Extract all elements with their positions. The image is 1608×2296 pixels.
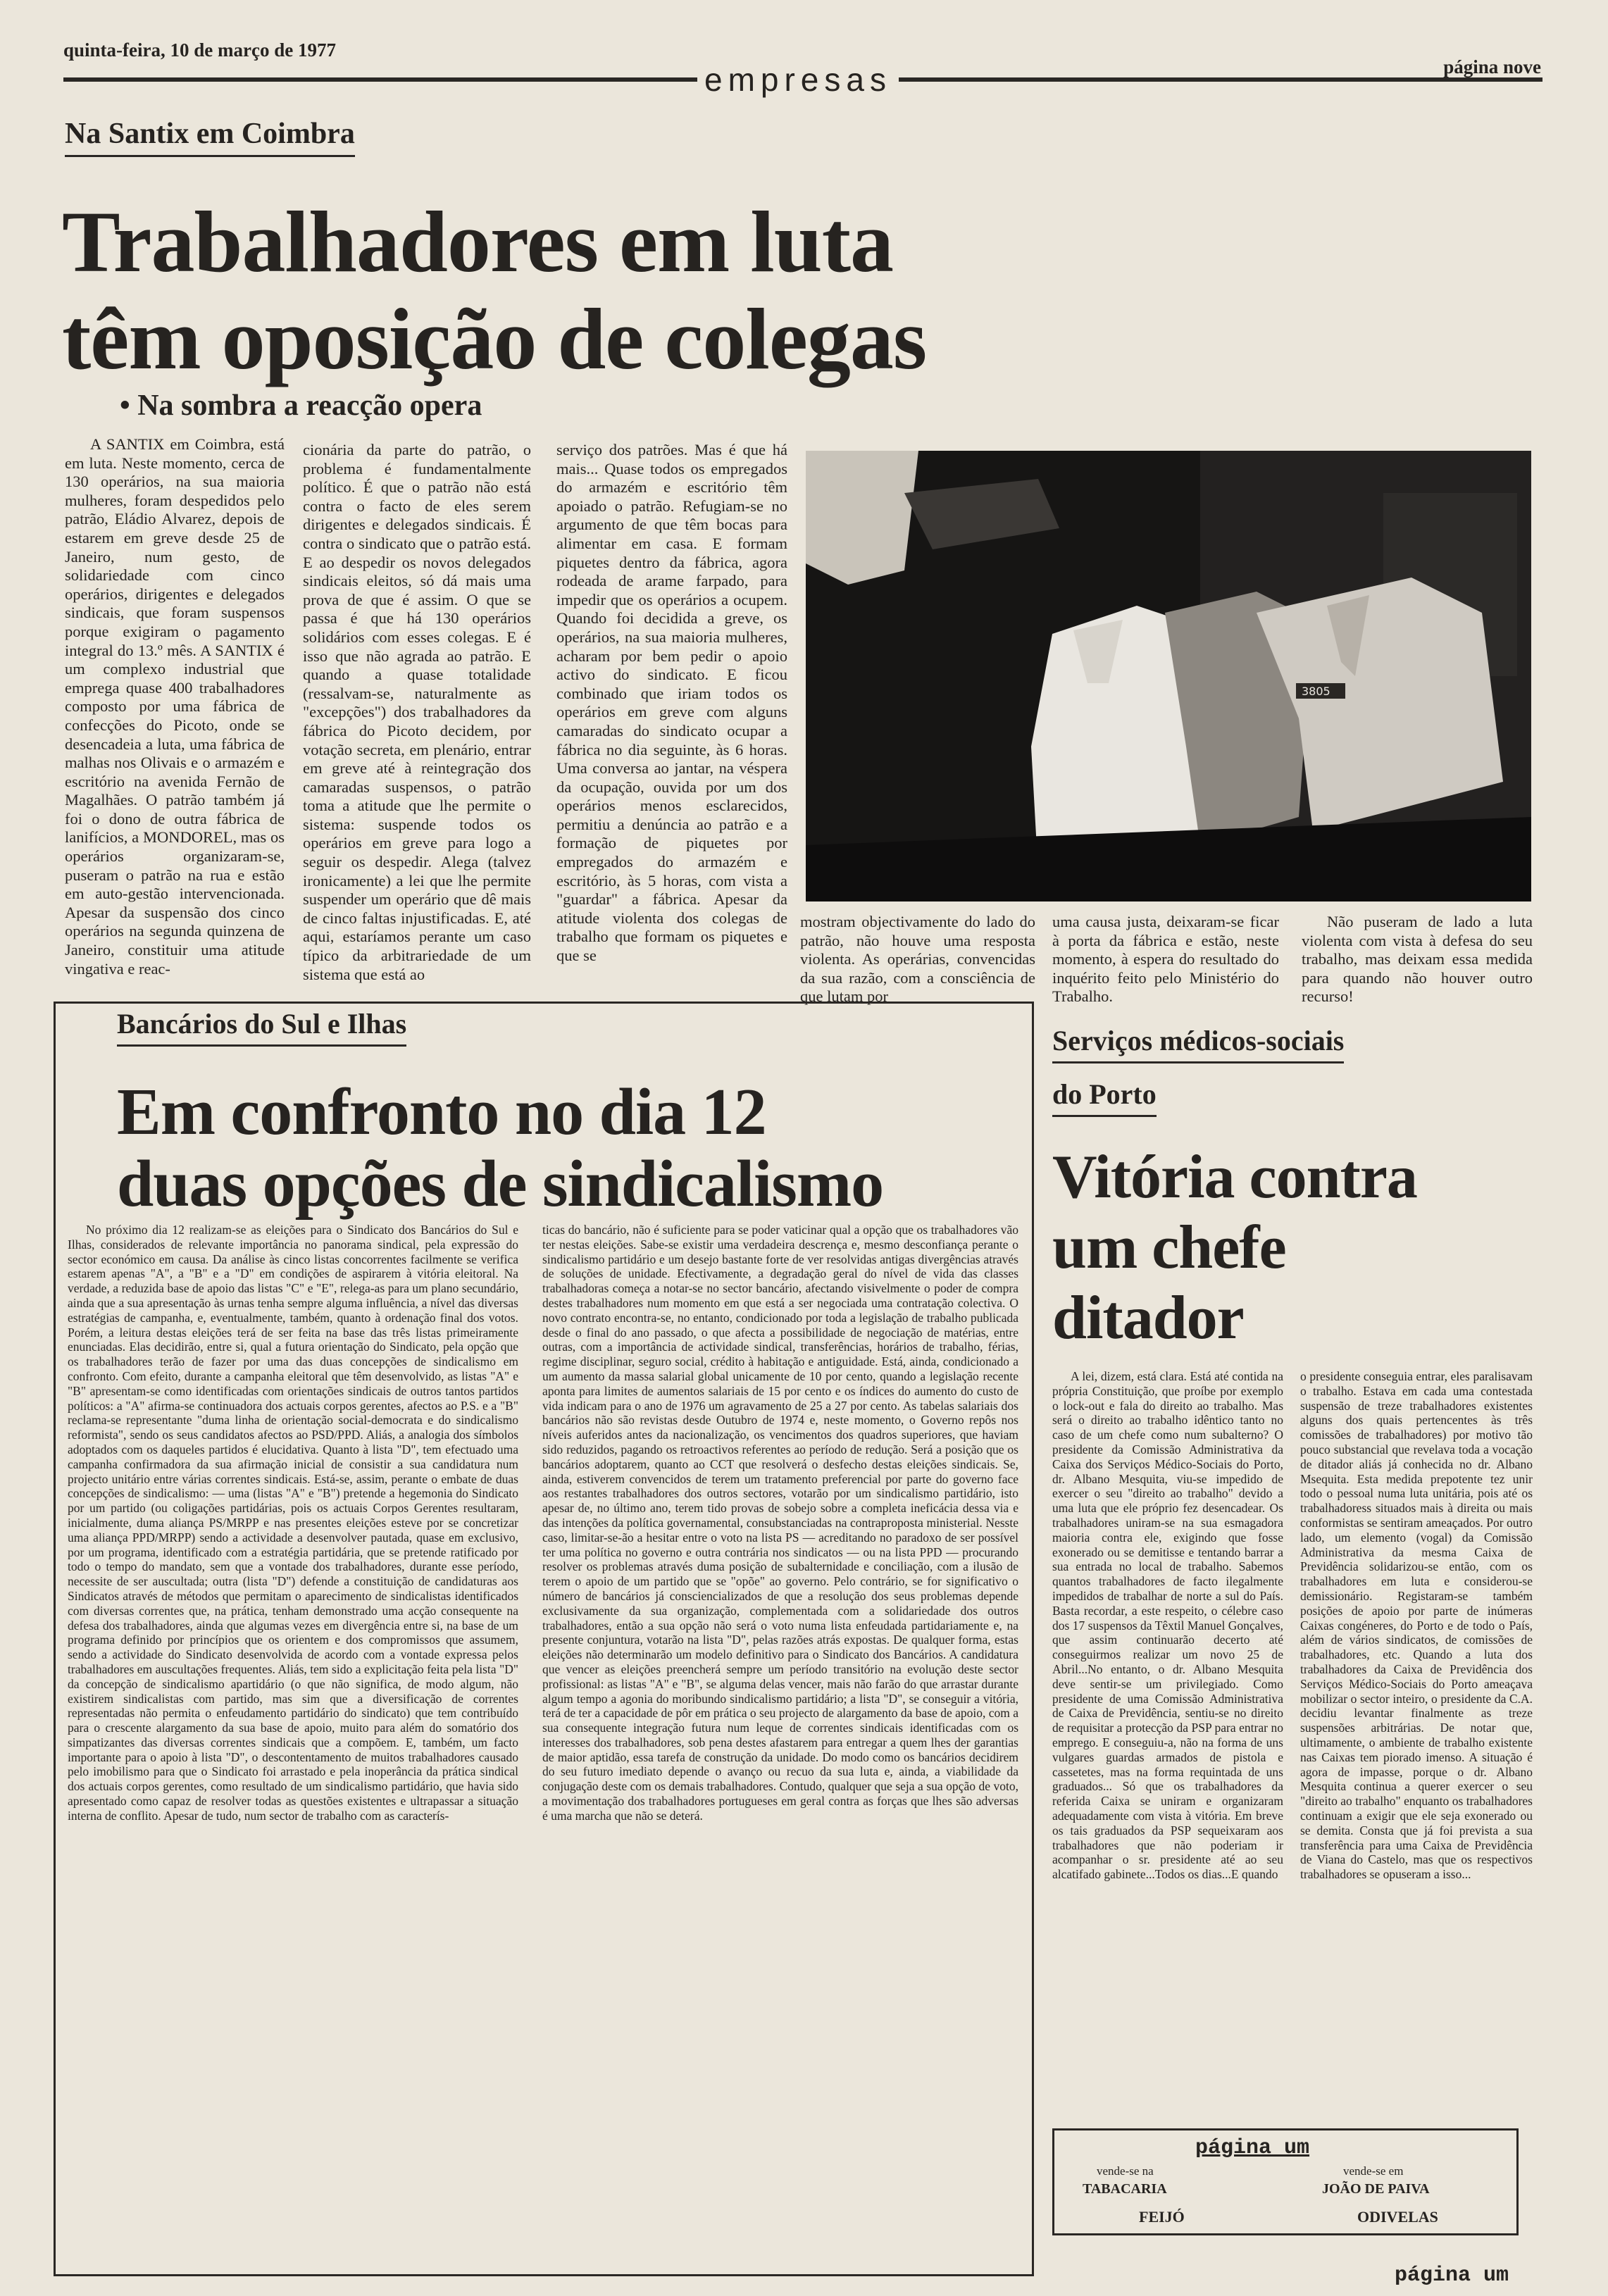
article-column-1: A SANTIX em Coimbra, está em luta. Neste momento, cerca de 130 operários, na sua maioria mulheres, foram despedidos pelo patrão, Eládio Alvarez, depois de estarem em greve desde 25 de Janeiro, num gesto, de solidariedade com cinco operários, dirigentes e delegados sindicais, que foram suspensos porque exigiram o pagamento integral do 13.º mês. A SANTIX é um complexo industrial que emprega quase 400 trabalhadores composto por uma fábrica de confecções do Picoto, onde se desencadeia a luta, uma fábrica de malhas nos Olivais e o armazém e escritório na avenida Fernão de Magalhães. O patrão também já foi o dono de outra fábrica de lanifícios, a MONDOREL, mas os operários organizaram-se, puseram o patrão na rua e estão em auto-gestão intervencionada. Apesar da suspensão dos cinco operários na segunda quinzena de Janeiro, constituir uma atitude vingativa e reac- [65, 435, 285, 978]
article-column-6: Não puseram de lado a luta violenta com vista à defesa do seu trabalho, mas deixam essa medida para quando não houver outro recurso! [1302, 913, 1533, 1006]
shirts-illustration [806, 451, 1531, 901]
article-headline-line1: Trabalhadores em luta [62, 194, 894, 290]
shirt-tag: 3805 [1302, 685, 1330, 698]
article-headline-line3: ditador [1052, 1284, 1244, 1352]
issue-date: quinta-feira, 10 de março de 1977 [63, 39, 336, 61]
page-number: página nove [1443, 56, 1541, 77]
advert-right-store: JOÃO DE PAIVA [1322, 2181, 1430, 2197]
article-column-2: cionária da parte do patrão, o problema é fundamentalmente político. É que o patrão não está contra o facto de eles serem dirigentes e delegados sindicais. É contra o sindicato que o patrão está. E ao despedir os novos delegados sindicais eleitos, só dá mais uma prova de que é assim. O que se passa é que há 130 operários solidários com esses colegas. E é isso que não agrada ao patrão. E quando a quase totalidade (ressalvam-se, naturalmente as "excepções") dos trabalhadores da fábrica do Picoto decidem, por votação secreta, em plenário, entrar em greve até à reintegração dos camaradas suspensos, o patrão toma a atitude que lhe permite o sistema: suspende todos os operários em greve para logo a seguir os despedir. Alega (talvez ironicamente) a lei que lhe permite suspender um operário que dê mais de cinco faltas injustificadas. E, até aqui, estaríamos perante um caso típico da arbitrariedade de um sistema que está ao [303, 441, 531, 983]
article-headline-line2: duas opções de sindicalismo [117, 1147, 884, 1221]
footer-page-ref: página um [1395, 2264, 1509, 2288]
section-name: empresas [697, 61, 899, 99]
article-column-3: serviço dos patrões. Mas é que há mais... Quase todos os empregados do armazém e escritório têm apoiado o patrão. Refugiam-se no argumento de que têm bocas para alimentar em casa. E formam piquetes dentro da fábrica, agora rodeada de arame farpado, para impedir que os operários a ocupem. Quando foi decidida a greve, os operários, na sua maioria mulheres, acharam por bem pedir o apoio activo do sindicato. E ficou combinado que iriam todos os operários em greve com alguns camaradas do sindicato ocupar a fábrica no dia seguinte, às 6 horas. Uma conversa ao jantar, na véspera da ocupação, ouvida por um dos operários menos esclarecidos, permitiu a denúncia ao patrão e a formação de piquetes por empregados do armazém e escritório, às 5 horas, com vista a "guardar" a fábrica. Apesar da atitude violenta dos colegas de trabalho que formam os piquetes e que se [556, 441, 787, 965]
article-column-5: uma causa justa, deixaram-se ficar à porta da fábrica e estão, neste momento, à espera do resultado do inquérito feito pelo Ministério do Trabalho. [1052, 913, 1279, 1006]
article-column-2: ticas do bancário, não é suficiente para se poder vaticinar qual a opção que os trabalhadores vão ter nestas eleições. Sabe-se existir uma verdadeira descrença e, mesmo desconfiança perante o sindicalismo partidário e um desejo bastante forte de ver resolvidas antigas divergências através de soluções de unidade. Efectivamente, a degradação geral do nível de vida das classes trabalhadoras começa a notar-se no sector bancário, afectando visivelmente o poder de compra destes trabalhadores num momento em que está a ser negociada uma contratação colectiva. O novo contrato encontra-se, no entanto, condicionado por toda a legislação de trabalho publicada desde o final do ano passado, o que afecta a possibilidade de negociação de matérias, entre outras, com a importância de actividade sindical, transferências, horários de trabalho, férias, regime disciplinar, seguro social, crédito à habitação e antiguidade. Está, ainda, condicionado a um aumento da massa salarial global unicamente de 10 por cento, quando a legislação recente aponta para limites de aumentos salariais de 15 por cento e os índices do aumento do custo de vida indicam para o ano de 1976 um agravamento de 25 a 27 por cento. As tabelas salariais dos bancários não são revistas desde Outubro de 1974 e, neste momento, o Governo repôs nos níveis auferidos antes da nacionalização, os vencimentos dos quadros superiores, que haviam sido reduzidos, pagando os retroactivos referentes ao período de redução. Será a posição que os bancários adoptarem, quanto ao CCT que resolverá o desfecho destas eleições sindicais. Se, ainda, estiverem convencidos de terem um tratamento preferencial por parte do governo face aos restantes trabalhadores dos outros sectores, votarão por um sindicalismo partidário, isto apesar de, no último ano, terem tido provas de sobejo sobre a completa ineficácia dessa via e das intenções da política governamental, consubstanciadas na contraproposta ministerial. Nesste caso, limitar-se-ão a hesitar entre o voto na lista PS — acreditando no paradoxo de ser possível ter uma política no governo e outra contrária nos sindicatos — ou na lista PPD — procurando resolver os problemas através duma posição de subalternidade e conciliação, com a ilusão de terem o apoio de um partido que se "opõe" ao governo. Pelo contrário, se for significativo o número de bancários já consciencializados de que a resolução dos seus problemas depende exclusivamente da sua organização, complementada com a solidariedade dos outros trabalhadores, então a sua opção não será o voto numa lista enfeudada partidariamente e, na presente conjuntura, votarão na lista "D", pelas razões atrás expostas. De qualquer forma, estas eleições não determinarão um modelo definitivo para o Sindicato dos Bancários. A candidatura que vencer as eleições preencherá sempre um período transitório na evolução deste sector profissional: as listas "A" e "B", se alguma delas vencer, mais não farão do que arrastar durante algum tempo a agonia do moribundo sindicalismo partidário; a lista "D", se conseguir a vitória, terá de ter a capacidade de pôr em prática o seu projecto de alargamento da base de apoio, com a sua consequente integração futura num leque de correntes sindicais identificadas com os interesses dos trabalhadores, sob pena destes afastarem para entregar a quem lhes der garantias de maior aptidão, essa tarefa de construção da unidade. Do modo como os bancários decidirem do seu futuro imediato depende o avanço ou recuo da sua luta e, ainda, a viabilidade da conjugação deste com os demais trabalhadores. Contudo, qualquer que seja a sua opção de voto, a movimentação dos trabalhadores portugueses em geral contra as forças que lhes são adversas é uma marcha que não se deterá. [542, 1223, 1019, 1823]
article-kicker-line2: do Porto [1052, 1078, 1157, 1117]
article-headline-line1: Vitória contra [1052, 1143, 1417, 1211]
article-kicker: Bancários do Sul e Ilhas [117, 1007, 406, 1047]
article-kicker-line1: Serviços médicos-sociais [1052, 1024, 1344, 1063]
article-photo-shirts [806, 451, 1531, 901]
advert-left-label: vende-se na [1097, 2164, 1154, 2178]
advert-right-label: vende-se em [1343, 2164, 1404, 2178]
advert-left-store: TABACARIA [1083, 2181, 1167, 2197]
advert-left-town: FEIJÓ [1139, 2208, 1185, 2226]
article-kicker: Na Santix em Coimbra [65, 117, 355, 157]
article-column-1: No próximo dia 12 realizam-se as eleições para o Sindicato dos Bancários do Sul e Ilhas, considerados de relevante importância no panorama sindical, pela expressão do sector económico em causa. Da análise às cinco listas concorrentes facilmente se verifica estarem apenas "A", a "B" e a "D" em condições de aspirarem à vitória eleitoral. Na verdade, a reduzida base de apoio das listas "C" e "E", relega-as para um plano secundário, ainda que a sua apresentação às urnas tenha sempre alguma influência, a nível das diversas estratégias de campanha, e, eventualmente, também, quanto à ordenação final dos votos. Porém, a leitura destas eleições terá de ser feita na base das três listas primeiramente enunciadas. Elas decidirão, entre si, qual a futura orientação do Sindicato, pela opção que os trabalhadores terão de fazer por uma das duas concepções de sindicalismo em confronto. Com efeito, durante a campanha eleitoral que têm desenvolvido, as listas "A" e "B" apresentam-se como identificadas com orientações sindicais de outros tantos partidos políticos: a "A" afirma-se continuadora dos actuais corpos gerentes, afectos ao P.S. e a "B" reclama-se representante "duma linha de orientação social-democrata e do sindicalismo reformista", sendo os seus candidatos afectos ao PSD/PPD. Aliás, a analogia dos símbolos adoptados com os daqueles partidos é elucidativa. Quanto à lista "D", tem efectuado uma campanha confirmadora da sua afirmação inicial de consistir a sua candidatura num projecto unitário entre várias correntes sindicais. Está-se, assim, perante o embate de duas concepções de sindicalismo: — uma (listas "A" e "B") pretende a hegemonia do Sindicato por um partido (ou coligações partidárias, pois os actuais Corpos Gerentes resultaram, inicialmente, duma aliança PS/MRPP e nas presentes eleições esteve por se concretizar uma aliança PPD/MRPP) sendo a actividade a desenvolver pautada, quase em exclusivo, por um programa, identificado com a estratégia partidária, que se pretende ratificado por todo o tempo do mandato, sem que a vontade dos trabalhadores, durante esse período, necessite de ser auscultada; outra (lista "D") defende a constituição de candidaturas aos Sindicatos através de métodos que permitam o aparecimento de sindicalistas identificados com diversas correntes que, na prática, tenham demonstrado uma acção consequente na defesa dos trabalhadores, ainda que algumas vezes em divergência entre si, na base de um programa definido por princípios que os orientem e dos compromissos que assumem, sendo a actividade do Sindicato desenvolvida de acordo com a vontade expressa pelos trabalhadores em auscultações frequentes. Aliás, tem sido a explicitação feita pela lista "D" da concepção de sindicalismo apartidário (o que não significa, de modo algum, não existirem sindicalistas com partido, mas sim que a diversificação de correntes representadas não permita o enfeudamento partidário do sindicato) que tem contribuído para o crescente alargamento da sua base de apoio, muito para além do somatório dos simpatizantes das diversas correntes sindicais que a compõem. E, também, um facto importante para o apoio à lista "D", o descontentamento de muitos trabalhadores causado pelo imobilismo para que o Sindicato foi arrastado e pela inoperância da prática sindical dos actuais corpos gerentes, como resultado de um sindicalismo partidário, que havia sido apresentado como capaz de resolver todas as questões existentes e ultrapassar a situação interna de conflito. Apesar de tudo, num sector de trabalho com as caracterís- [68, 1223, 518, 1823]
article-column-4: mostram objectivamente do lado do patrão, não houve uma resposta violenta. As operárias, convencidas da sua razão, com a consciência de que lutam por [800, 913, 1035, 1006]
article-subhead: • Na sombra a reacção opera [120, 389, 482, 422]
article-column-2: o presidente conseguia entrar, eles paralisavam o trabalho. Estava em cada uma contestada suspensão de treze trabalhadores existentes alguns dos quais pertencentes às três comissões de trabalhadores) por motivo tão pouco substancial que revelava toda a vocação de ditador aliás já conhecida no dr. Albano Msequita. Esta medida prepotente tez unir todo o pessoal numa luta unitária, pois até os trabalhadoress situados mais à direita ou mais conformistas se sentiram ameaçados. Por outro lado, um elemento (vogal) da Comissão Administrativa da mesma Caixa de Previdência solidarizou-se então, com os trabalhadores em luta e considerou-se demissionário. Registaram-se também posições de apoio por parte de inúmeras Caixas congéneres, do Porto e de todo o País, além de vários sindicatos, de comissões de trabalhadores, etc. Quando a luta dos trabalhadores da Caixa de Previdência dos Serviços Médico-Sociais do Porto ameaçava mobilizar o sector inteiro, o presidente da C.A. decidiu levantar finalmente as treze suspensões arbitrárias. De notar que, ultimamente, o ambiente de trabalho existente nas Caixas tem piorado imenso. A situação é agora de impasse, porque o dr. Albano Mesquita continua a querer exercer o seu "direito ao trabalho" enquanto os trabalhadores continuam a exigir que ele seja exonerado ou se demita. Consta que já foi prevista a sua transferência para uma Caixa de Previdência de Viana do Castelo, mas que os respectivos trabalhadores se opuseram a isso... [1300, 1369, 1533, 1882]
article-headline-line2: um chefe [1052, 1213, 1286, 1282]
article-headline-line1: Em confronto no dia 12 [117, 1075, 766, 1149]
advert-pagina-um [1052, 2128, 1519, 2235]
article-column-1: A lei, dizem, está clara. Está até contida na própria Constituição, que proíbe por exemplo o lock-out e fala do direito ao trabalho. Mas será o direito ao trabalho idêntico tanto no caso de um chefe como num subalterno? O presidente da Comissão Administrativa da Caixa dos Serviços Médico-Sociais do Porto, dr. Albano Mesquita, viu-se impedido de exercer o seu "direito ao trabalho" devido a uma luta que ele próprio fez desencadear. Os trabalhadores uniram-se na sua esmagadora maioria contra ele, exigindo que fosse exonerado ou se demitisse e tentando barrar a sua entrada no local de trabalho. Sabemos quantos trabalhadores de facto ilegalmente impedidos de trabalhar de norte a sul do País. Basta recordar, a este respeito, o célebre caso dos 17 suspensos da Têxtil Manuel Gonçalves, que assim continuarão decerto até conseguirmos realizar um novo 25 de Abril...No entanto, o dr. Albano Mesquita deve sentir-se um privilegiado. Como presidente de uma Comissão Administrativa de Caixa de Previdência, sentiu-se no direito de requisitar a protecção da PSP para entrar no emprego. E conseguiu-a, não na forma de uns vulgares guardas armados de pistola e cassetetes, mas na forma requintada de uns graduados... Só que os trabalhadores da referida Caixa se uniram e organizaram adequadamente com vista à vitória. Em breve os tais graduados da PSP sequeixaram aos trabalhadores que não poderiam ir acompanhar o sr. presidente até ao seu alcatifado gabinete...Todos os dias...E quando [1052, 1369, 1283, 1882]
article-headline-line2: têm oposição de colegas [62, 291, 927, 387]
advert-right-town: ODIVELAS [1357, 2208, 1438, 2226]
advert-title: página um [1195, 2136, 1310, 2160]
